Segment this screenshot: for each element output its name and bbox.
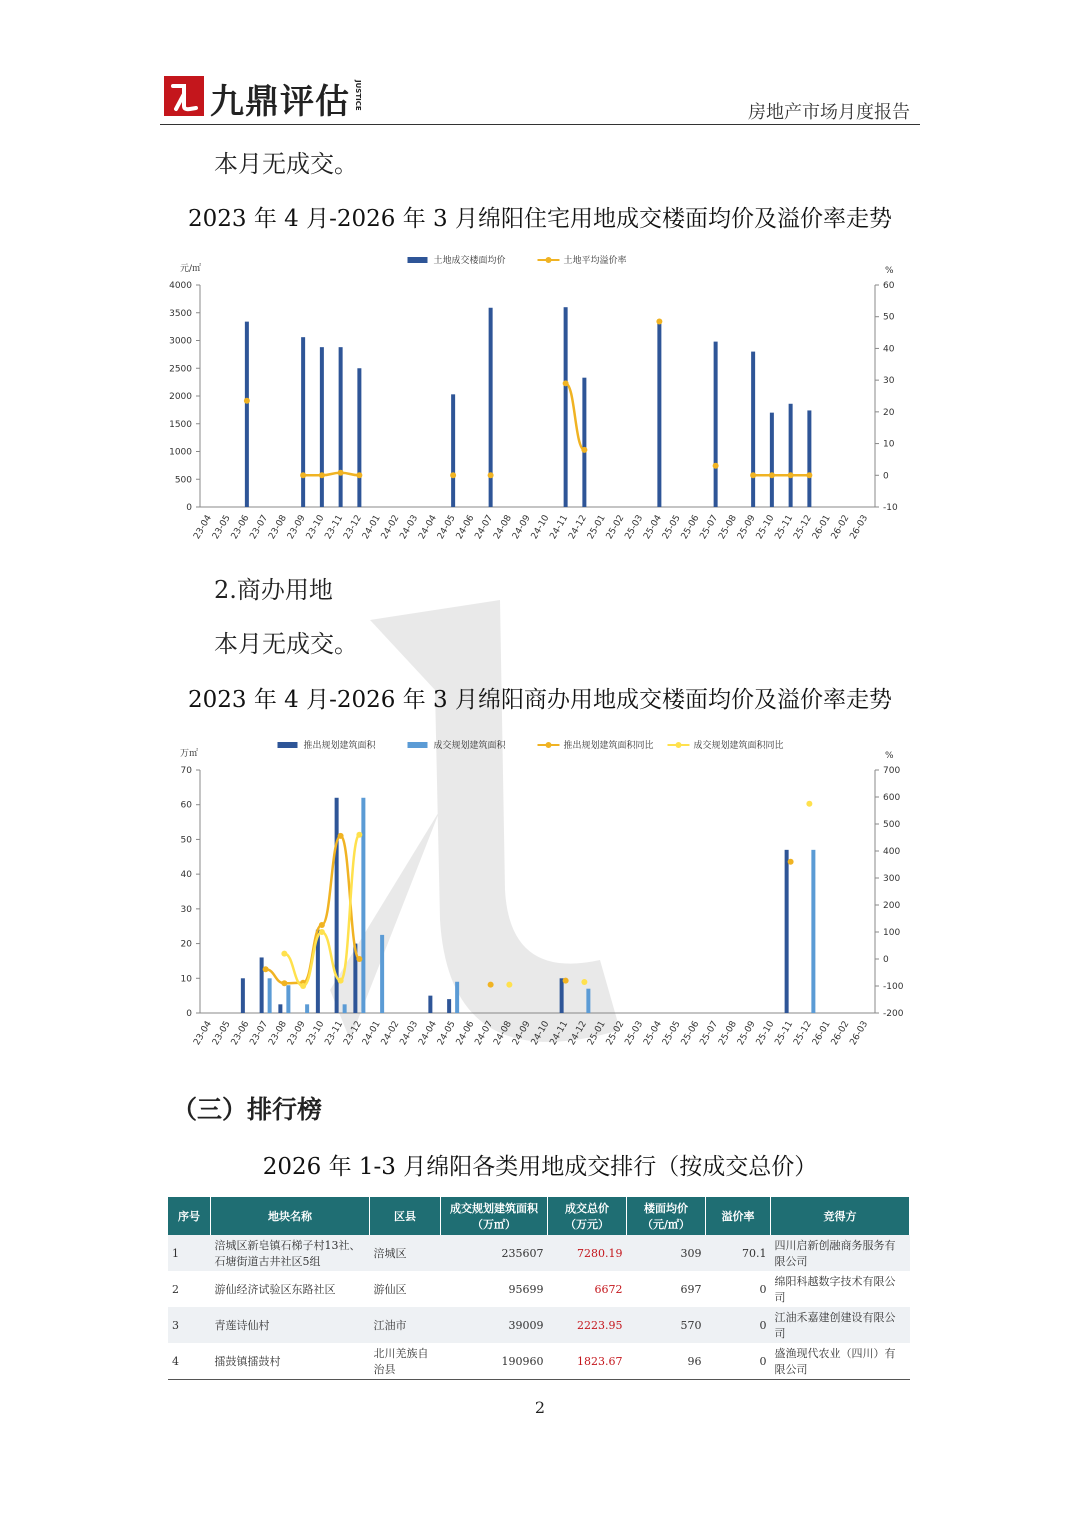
x-tick-label: 24-10 [529,513,552,542]
ranking-table [168,1197,910,1380]
x-tick-label: 25-11 [773,1019,796,1048]
x-tick-label: 24-01 [360,1019,383,1048]
series-point-2 [263,966,269,972]
report-title: 房地产市场月度报告 [748,102,910,123]
x-tick-label: 25-02 [604,1019,627,1048]
y-tick-label: 30 [180,904,192,915]
x-tick-label: 24-03 [398,513,421,542]
x-tick-label: 24-08 [492,513,514,542]
series-point-1 [750,472,756,478]
bar-0 [278,1004,282,1013]
x-tick-label: 23-10 [304,1019,327,1048]
chart1-title: 2023 年 4 月-2026 年 3 月绵阳住宅用地成交楼面均价及溢价率走势 [188,206,892,232]
section-ranking: （三）排行榜 [172,1095,323,1124]
x-tick-label: 23-12 [342,1019,364,1048]
y2-tick-label: 200 [883,901,901,911]
x-tick-label: 24-08 [492,1019,514,1048]
x-tick-label: 25-09 [735,513,758,542]
series-point-1 [563,380,569,386]
cell-total: 7280.19 [548,1235,627,1271]
x-tick-label: 24-07 [473,1019,496,1048]
bar-0 [770,413,774,507]
chart2-title: 2023 年 4 月-2026 年 3 月绵阳商办用地成交楼面均价及溢价率走势 [188,687,892,713]
series-point-1 [356,472,362,478]
series-point-2 [563,978,569,984]
x-tick-label: 24-09 [510,1019,533,1048]
y-axis-unit: 元/㎡ [180,264,202,274]
series-point-3 [300,983,306,989]
y2-tick-label: -10 [883,503,898,513]
cell-parcel: 涪城区新皂镇石梯子村13社、石塘街道古井社区5组 [211,1235,370,1271]
y-tick-label: 1500 [169,419,192,430]
bar-0 [320,347,324,507]
x-tick-label: 25-04 [642,1019,664,1048]
y-tick-label: 3000 [169,336,192,347]
y2-tick-label: 500 [883,820,901,830]
logo-subtext: JUSTICE [354,80,362,111]
cell-premium: 0 [706,1343,771,1380]
series-line-3 [284,835,359,986]
x-tick-label: 24-04 [417,513,439,542]
y2-tick-label: 20 [883,407,895,418]
legend-swatch [408,257,428,263]
cell-total: 6672 [594,1282,623,1296]
series-line-1 [566,383,585,450]
y-tick-label: 2500 [169,364,192,375]
y-tick-label: 40 [180,870,192,881]
ranking-table-title: 2026 年 1-3 月绵阳各类用地成交排行（按成交总价） [262,1154,818,1180]
x-tick-label: 23-06 [229,1019,252,1048]
series-point-1 [450,472,456,478]
x-tick-label: 23-09 [285,1019,308,1048]
x-tick-label: 23-05 [210,1019,233,1048]
x-tick-label: 23-12 [342,513,364,542]
series-point-2 [356,956,362,962]
x-tick-label: 25-07 [698,1019,721,1048]
legend-label: 土地成交楼面均价 [433,256,506,266]
y2-tick-label: 600 [883,793,901,803]
y-tick-label: 10 [180,974,192,985]
paragraph-no-deal-2: 本月无成交。 [214,630,358,658]
x-tick-label: 23-08 [267,1019,289,1048]
bar-0 [451,394,455,507]
x-tick-label: 26-01 [810,513,833,542]
cell-premium: 70.1 [706,1235,771,1271]
x-tick-label: 25-12 [792,513,814,542]
y-tick-label: 0 [186,1009,192,1019]
x-tick-label: 24-05 [435,513,458,542]
series-point-2 [281,980,287,986]
x-tick-label: 24-11 [548,513,571,542]
cell-winner: 绵阳科越数字技术有限公司 [774,1275,896,1304]
legend-marker [546,742,552,748]
bar-0 [789,404,793,507]
bar-1 [361,798,365,1013]
series-point-1 [319,472,325,478]
x-tick-label: 25-08 [717,1019,739,1048]
series-point-3 [806,801,812,807]
bar-0 [241,978,245,1013]
x-tick-label: 25-08 [717,513,739,542]
bar-0 [785,850,789,1013]
series-point-3 [319,929,325,935]
x-tick-label: 25-01 [585,1019,608,1048]
bar-0 [447,999,451,1013]
y-tick-label: 500 [174,475,192,486]
y-tick-label: 4000 [169,281,192,291]
y2-axis-unit: % [885,266,894,276]
series-point-1 [769,472,775,478]
bar-0 [260,957,264,1013]
legend-label: 成交规划建筑面积 [433,741,506,751]
x-tick-label: 23-10 [304,513,327,542]
x-tick-label: 25-11 [773,513,796,542]
table-row [168,1343,910,1380]
x-tick-label: 24-07 [473,513,496,542]
y-tick-label: 20 [180,939,192,950]
y2-tick-label: 30 [883,376,895,387]
cell-total: 2223.95 [548,1307,627,1343]
y-tick-label: 50 [180,835,192,846]
series-point-2 [788,859,794,865]
x-tick-label: 25-10 [754,513,777,542]
col-header-unit-price: 楼面均价 （元/㎡） [627,1197,706,1235]
x-tick-label: 23-07 [248,513,271,542]
commercial-land-chart [160,730,920,1055]
cell-winner: 江油禾嘉建创建设有限公司 [771,1307,910,1343]
bar-0 [245,322,249,507]
series-point-2 [488,982,494,988]
bar-0 [560,978,564,1013]
cell-total: 1823.67 [548,1343,627,1380]
y2-tick-label: 700 [883,766,901,776]
x-tick-label: 23-09 [285,513,308,542]
col-header-winner: 竞得方 [771,1197,910,1235]
bar-1 [811,850,815,1013]
legend-label: 推出规划建筑面积 [303,741,376,751]
table-row [168,1235,910,1271]
x-tick-label: 23-04 [192,513,214,542]
bar-0 [807,410,811,507]
series-point-3 [581,979,587,985]
cell-parcel: 游仙经济试验区东路社区 [214,1283,336,1296]
cell-parcel: 青莲诗仙村 [211,1307,370,1343]
series-point-1 [488,472,494,478]
x-tick-label: 24-06 [454,1019,477,1048]
x-tick-label: 23-06 [229,513,252,542]
series-point-1 [244,398,250,404]
series-point-3 [356,832,362,838]
x-tick-label: 24-09 [510,513,533,542]
cell-index: 2 [172,1282,179,1296]
x-tick-label: 23-07 [248,1019,271,1048]
table-row [168,1307,910,1343]
y-tick-label: 2000 [169,392,192,402]
x-tick-label: 26-02 [829,1019,852,1048]
cell-unit-price: 570 [627,1307,706,1343]
x-tick-label: 24-12 [567,1019,589,1048]
bar-1 [305,1004,309,1013]
y2-tick-label: 60 [883,281,895,291]
bar-1 [586,989,590,1013]
bar-1 [286,985,290,1013]
y-tick-label: 0 [186,503,192,513]
col-header-index: 序号 [168,1197,211,1235]
bar-0 [751,352,755,507]
x-tick-label: 24-02 [379,513,402,542]
legend-label: 推出规划建筑面积同比 [563,741,654,751]
bar-1 [268,978,272,1013]
y2-axis-unit: % [885,751,894,761]
col-header-area: 成交规划建筑面积 （万㎡） [441,1197,548,1235]
x-tick-label: 25-02 [604,513,627,542]
bar-0 [564,307,568,507]
cell-area: 190960 [441,1343,548,1380]
series-point-2 [338,833,344,839]
x-tick-label: 23-11 [323,513,346,542]
series-point-3 [281,951,287,957]
series-point-1 [788,472,794,478]
cell-premium: 0 [706,1307,771,1343]
cell-winner: 四川启新创融商务服务有限公司 [771,1235,910,1271]
x-tick-label: 23-05 [210,513,233,542]
x-tick-label: 25-05 [660,1019,683,1048]
bar-0 [582,378,586,507]
cell-district: 游仙区 [373,1283,407,1296]
y-tick-label: 60 [180,800,192,811]
cell-unit-price: 96 [627,1343,706,1380]
bar-1 [380,935,384,1013]
x-tick-label: 24-01 [360,513,383,542]
x-tick-label: 23-11 [323,1019,346,1048]
col-header-district: 区县 [370,1197,441,1235]
y2-tick-label: 400 [883,847,901,857]
col-header-parcel: 地块名称 [211,1197,370,1235]
series-point-1 [656,318,662,324]
cell-area: 39009 [441,1307,548,1343]
bar-0 [339,347,343,507]
series-point-1 [806,472,812,478]
logo-icon [164,76,204,116]
series-point-3 [338,978,344,984]
table-row [168,1271,910,1307]
x-tick-label: 26-03 [848,1019,871,1048]
legend-marker [546,257,552,263]
bar-0 [657,319,661,507]
cell-district: 江油市 [370,1307,441,1343]
legend-marker [676,742,682,748]
series-point-1 [300,472,306,478]
x-tick-label: 24-04 [417,1019,439,1048]
series-point-1 [581,447,587,453]
y2-tick-label: 0 [883,955,889,965]
page-number: 2 [534,1398,546,1417]
cell-area: 95699 [508,1282,544,1296]
series-point-3 [506,982,512,988]
series-point-1 [338,470,344,476]
y-tick-label: 3500 [169,308,192,319]
x-tick-label: 25-06 [679,513,702,542]
y2-tick-label: 40 [883,344,895,355]
y2-tick-label: 0 [883,471,889,482]
x-tick-label: 26-01 [810,1019,833,1048]
y-tick-label: 1000 [169,447,192,458]
page-header [160,72,920,125]
x-tick-label: 25-04 [642,513,664,542]
x-tick-label: 25-05 [660,513,683,542]
y2-tick-label: 10 [883,439,895,450]
bar-0 [301,337,305,507]
x-tick-label: 24-06 [454,513,477,542]
legend-label: 成交规划建筑面积同比 [693,741,784,751]
x-tick-label: 25-03 [623,1019,646,1048]
series-line-1 [303,473,359,476]
series-point-2 [319,922,325,928]
x-tick-label: 24-02 [379,1019,402,1048]
cell-area: 235607 [441,1235,548,1271]
cell-district: 北川羌族自治县 [370,1343,441,1380]
x-tick-label: 23-08 [267,513,289,542]
x-tick-label: 25-07 [698,513,721,542]
bar-0 [428,996,432,1013]
legend-swatch [408,742,428,748]
y-axis-unit: 万㎡ [180,749,199,759]
y2-tick-label: 300 [883,874,901,884]
series-point-1 [713,463,719,469]
x-tick-label: 25-06 [679,1019,702,1048]
x-tick-label: 25-12 [792,1019,814,1048]
bar-1 [455,982,459,1013]
x-tick-label: 25-01 [585,513,608,542]
bar-1 [343,1004,347,1013]
y2-tick-label: 100 [883,928,901,938]
x-tick-label: 24-05 [435,1019,458,1048]
logo-text: 九鼎评估 [210,82,350,122]
bar-0 [357,368,361,507]
cell-parcel: 擂鼓镇擂鼓村 [211,1343,370,1380]
x-tick-label: 23-04 [192,1019,214,1048]
y2-tick-label: 50 [883,312,895,323]
x-tick-label: 25-10 [754,1019,777,1048]
x-tick-label: 25-03 [623,513,646,542]
y2-tick-label: -200 [883,1009,904,1019]
paragraph-no-deal-1: 本月无成交。 [214,150,358,178]
x-tick-label: 25-09 [735,1019,758,1048]
y2-tick-label: -100 [883,982,904,992]
bar-0 [714,342,718,507]
legend-label: 土地平均溢价率 [563,256,627,266]
cell-index: 4 [168,1343,211,1380]
legend-swatch [278,742,298,748]
cell-index: 1 [168,1235,211,1271]
x-tick-label: 24-11 [548,1019,571,1048]
x-tick-label: 24-03 [398,1019,421,1048]
x-tick-label: 26-02 [829,513,852,542]
subheading-commercial: 2.商办用地 [214,576,333,604]
cell-unit-price: 309 [627,1235,706,1271]
col-header-premium: 溢价率 [706,1197,771,1235]
x-tick-label: 24-10 [529,1019,552,1048]
residential-land-chart [160,245,920,555]
y-tick-label: 70 [180,766,192,776]
cell-index: 3 [168,1307,211,1343]
x-tick-label: 24-12 [567,513,589,542]
cell-district: 涪城区 [370,1235,441,1271]
x-tick-label: 26-03 [848,513,871,542]
cell-unit-price: 697 [680,1282,702,1296]
col-header-total: 成交总价 （万元） [548,1197,627,1235]
cell-winner: 盛渔现代农业（四川）有限公司 [771,1343,910,1380]
cell-premium: 0 [759,1282,767,1296]
